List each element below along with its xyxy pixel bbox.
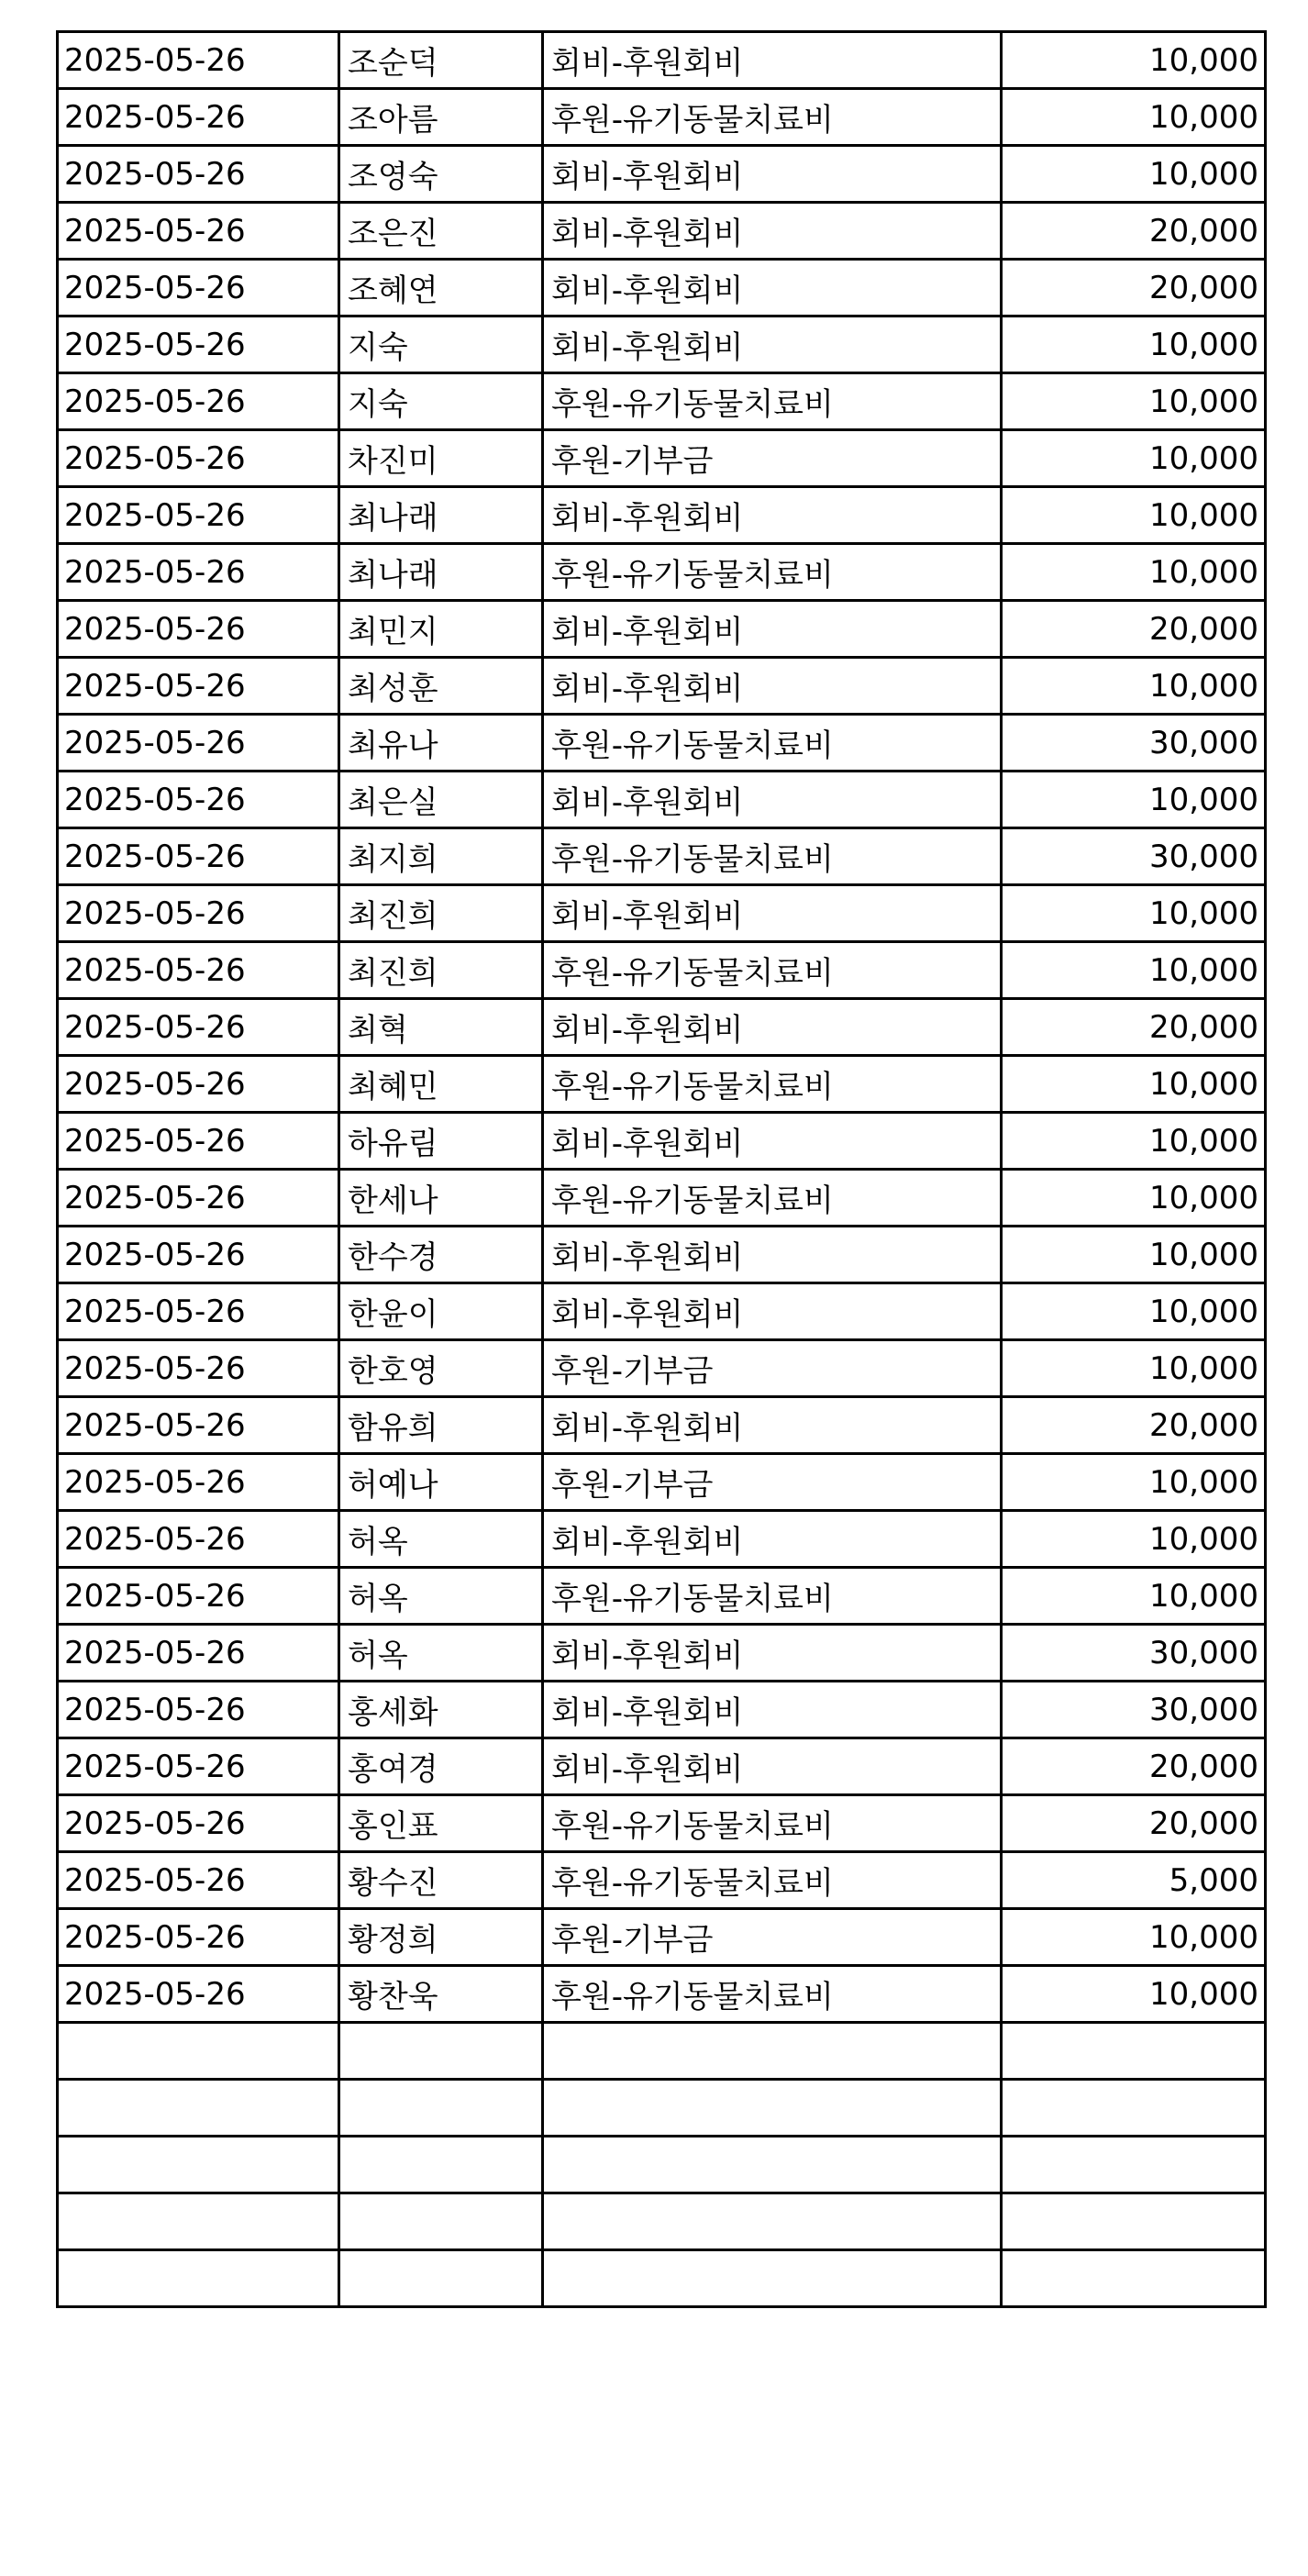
name-cell: 허예나: [339, 1454, 543, 1511]
amount-cell: 10,000: [1002, 1170, 1266, 1227]
date-cell: 2025-05-26: [58, 32, 339, 89]
category-cell: [543, 2137, 1002, 2193]
category-cell: 회비-후원회비: [543, 1227, 1002, 1283]
name-cell: 최혁: [339, 999, 543, 1056]
table-row: [58, 1511, 1266, 1568]
table-row: [58, 430, 1266, 487]
table-row: [58, 1682, 1266, 1738]
date-cell: 2025-05-26: [58, 430, 339, 487]
category-cell: 후원-유기동물치료비: [543, 544, 1002, 601]
date-cell: 2025-05-26: [58, 1227, 339, 1283]
date-cell: 2025-05-26: [58, 1909, 339, 1966]
category-cell: 회비-후원회비: [543, 146, 1002, 203]
name-cell: 홍여경: [339, 1738, 543, 1795]
name-cell: [339, 2250, 543, 2307]
date-cell: 2025-05-26: [58, 1340, 339, 1397]
name-cell: 황찬욱: [339, 1966, 543, 2023]
name-cell: [339, 2193, 543, 2250]
table-row: [58, 1113, 1266, 1170]
table-row: [58, 942, 1266, 999]
amount-cell: [1002, 2193, 1266, 2250]
category-cell: 후원-유기동물치료비: [543, 1852, 1002, 1909]
amount-cell: 10,000: [1002, 430, 1266, 487]
amount-cell: 10,000: [1002, 1454, 1266, 1511]
amount-cell: 20,000: [1002, 1795, 1266, 1852]
date-cell: 2025-05-26: [58, 1966, 339, 2023]
date-cell: 2025-05-26: [58, 373, 339, 430]
table-row: [58, 1340, 1266, 1397]
name-cell: 홍인표: [339, 1795, 543, 1852]
amount-cell: 5,000: [1002, 1852, 1266, 1909]
table-row: [58, 1909, 1266, 1966]
amount-cell: 10,000: [1002, 1340, 1266, 1397]
amount-cell: 10,000: [1002, 1056, 1266, 1113]
category-cell: 후원-기부금: [543, 430, 1002, 487]
category-cell: 후원-유기동물치료비: [543, 1170, 1002, 1227]
table-row: [58, 2023, 1266, 2080]
name-cell: [339, 2137, 543, 2193]
category-cell: 후원-기부금: [543, 1340, 1002, 1397]
date-cell: 2025-05-26: [58, 942, 339, 999]
amount-cell: 10,000: [1002, 146, 1266, 203]
date-cell: 2025-05-26: [58, 885, 339, 942]
table-row: [58, 658, 1266, 715]
table-row: [58, 1568, 1266, 1625]
date-cell: [58, 2137, 339, 2193]
date-cell: 2025-05-26: [58, 1682, 339, 1738]
name-cell: [339, 2023, 543, 2080]
date-cell: 2025-05-26: [58, 1283, 339, 1340]
amount-cell: 30,000: [1002, 1625, 1266, 1682]
date-cell: 2025-05-26: [58, 89, 339, 146]
category-cell: 후원-유기동물치료비: [543, 828, 1002, 885]
name-cell: 하유림: [339, 1113, 543, 1170]
name-cell: 차진미: [339, 430, 543, 487]
category-cell: 후원-유기동물치료비: [543, 373, 1002, 430]
date-cell: 2025-05-26: [58, 1568, 339, 1625]
date-cell: 2025-05-26: [58, 828, 339, 885]
table-row: [58, 146, 1266, 203]
category-cell: 회비-후원회비: [543, 999, 1002, 1056]
name-cell: 조아름: [339, 89, 543, 146]
name-cell: 최성훈: [339, 658, 543, 715]
table-row: [58, 1966, 1266, 2023]
table-row: [58, 1227, 1266, 1283]
category-cell: 회비-후원회비: [543, 1682, 1002, 1738]
name-cell: 조혜연: [339, 260, 543, 316]
category-cell: 회비-후원회비: [543, 772, 1002, 828]
amount-cell: 10,000: [1002, 32, 1266, 89]
date-cell: 2025-05-26: [58, 1738, 339, 1795]
date-cell: 2025-05-26: [58, 260, 339, 316]
date-cell: 2025-05-26: [58, 316, 339, 373]
category-cell: 후원-유기동물치료비: [543, 715, 1002, 772]
name-cell: 허옥: [339, 1511, 543, 1568]
table-row: [58, 544, 1266, 601]
amount-cell: 10,000: [1002, 1966, 1266, 2023]
table-row: [58, 1397, 1266, 1454]
category-cell: 회비-후원회비: [543, 601, 1002, 658]
donation-ledger-table: [56, 30, 1267, 2308]
name-cell: 최은실: [339, 772, 543, 828]
amount-cell: 10,000: [1002, 316, 1266, 373]
table-row: [58, 885, 1266, 942]
name-cell: 지숙: [339, 373, 543, 430]
category-cell: 후원-유기동물치료비: [543, 1966, 1002, 2023]
amount-cell: [1002, 2023, 1266, 2080]
date-cell: [58, 2193, 339, 2250]
category-cell: 후원-유기동물치료비: [543, 1795, 1002, 1852]
amount-cell: [1002, 2250, 1266, 2307]
table-row: [58, 1795, 1266, 1852]
amount-cell: 10,000: [1002, 658, 1266, 715]
name-cell: 최지희: [339, 828, 543, 885]
date-cell: 2025-05-26: [58, 203, 339, 260]
name-cell: 최나래: [339, 544, 543, 601]
category-cell: 회비-후원회비: [543, 1397, 1002, 1454]
table-row: [58, 772, 1266, 828]
table-row: [58, 260, 1266, 316]
name-cell: 최진희: [339, 885, 543, 942]
name-cell: 허옥: [339, 1568, 543, 1625]
name-cell: 지숙: [339, 316, 543, 373]
category-cell: 회비-후원회비: [543, 885, 1002, 942]
table-row: [58, 1454, 1266, 1511]
amount-cell: 10,000: [1002, 942, 1266, 999]
amount-cell: 30,000: [1002, 1682, 1266, 1738]
name-cell: 황정희: [339, 1909, 543, 1966]
name-cell: 최혜민: [339, 1056, 543, 1113]
category-cell: 회비-후원회비: [543, 203, 1002, 260]
date-cell: 2025-05-26: [58, 715, 339, 772]
amount-cell: 30,000: [1002, 715, 1266, 772]
name-cell: 홍세화: [339, 1682, 543, 1738]
name-cell: 한호영: [339, 1340, 543, 1397]
name-cell: [339, 2080, 543, 2137]
table-row: [58, 373, 1266, 430]
date-cell: 2025-05-26: [58, 487, 339, 544]
table-row: [58, 487, 1266, 544]
name-cell: 허옥: [339, 1625, 543, 1682]
date-cell: 2025-05-26: [58, 1056, 339, 1113]
date-cell: 2025-05-26: [58, 544, 339, 601]
amount-cell: 10,000: [1002, 89, 1266, 146]
category-cell: 후원-기부금: [543, 1454, 1002, 1511]
category-cell: 후원-유기동물치료비: [543, 1056, 1002, 1113]
table-row: [58, 1852, 1266, 1909]
amount-cell: 20,000: [1002, 260, 1266, 316]
date-cell: 2025-05-26: [58, 772, 339, 828]
date-cell: 2025-05-26: [58, 146, 339, 203]
name-cell: 함유희: [339, 1397, 543, 1454]
table-row: [58, 316, 1266, 373]
category-cell: 회비-후원회비: [543, 487, 1002, 544]
date-cell: 2025-05-26: [58, 1511, 339, 1568]
category-cell: 회비-후원회비: [543, 260, 1002, 316]
table-row: [58, 1170, 1266, 1227]
table-row: [58, 2080, 1266, 2137]
ledger-body: [58, 32, 1266, 2307]
name-cell: 조순덕: [339, 32, 543, 89]
amount-cell: 20,000: [1002, 999, 1266, 1056]
name-cell: 최진희: [339, 942, 543, 999]
name-cell: 한세나: [339, 1170, 543, 1227]
category-cell: 회비-후원회비: [543, 1283, 1002, 1340]
name-cell: 최민지: [339, 601, 543, 658]
amount-cell: 10,000: [1002, 1283, 1266, 1340]
category-cell: [543, 2080, 1002, 2137]
name-cell: 황수진: [339, 1852, 543, 1909]
table-row: [58, 601, 1266, 658]
category-cell: 회비-후원회비: [543, 1625, 1002, 1682]
date-cell: 2025-05-26: [58, 658, 339, 715]
category-cell: [543, 2023, 1002, 2080]
table-row: [58, 828, 1266, 885]
name-cell: 한수경: [339, 1227, 543, 1283]
category-cell: 회비-후원회비: [543, 1738, 1002, 1795]
date-cell: 2025-05-26: [58, 1625, 339, 1682]
date-cell: 2025-05-26: [58, 1852, 339, 1909]
amount-cell: 10,000: [1002, 1909, 1266, 1966]
amount-cell: 20,000: [1002, 1738, 1266, 1795]
table-row: [58, 1738, 1266, 1795]
date-cell: 2025-05-26: [58, 1397, 339, 1454]
amount-cell: 10,000: [1002, 885, 1266, 942]
category-cell: 후원-유기동물치료비: [543, 1568, 1002, 1625]
amount-cell: 30,000: [1002, 828, 1266, 885]
table-row: [58, 2193, 1266, 2250]
table-row: [58, 89, 1266, 146]
date-cell: [58, 2023, 339, 2080]
amount-cell: 20,000: [1002, 203, 1266, 260]
amount-cell: 10,000: [1002, 1113, 1266, 1170]
amount-cell: 10,000: [1002, 1511, 1266, 1568]
table-row: [58, 1283, 1266, 1340]
date-cell: 2025-05-26: [58, 601, 339, 658]
amount-cell: 10,000: [1002, 487, 1266, 544]
category-cell: 회비-후원회비: [543, 316, 1002, 373]
table-row: [58, 2250, 1266, 2307]
name-cell: 조은진: [339, 203, 543, 260]
name-cell: 한윤이: [339, 1283, 543, 1340]
amount-cell: [1002, 2080, 1266, 2137]
category-cell: 회비-후원회비: [543, 32, 1002, 89]
amount-cell: 20,000: [1002, 601, 1266, 658]
amount-cell: 10,000: [1002, 772, 1266, 828]
amount-cell: 20,000: [1002, 1397, 1266, 1454]
table-row: [58, 203, 1266, 260]
date-cell: 2025-05-26: [58, 1113, 339, 1170]
name-cell: 최나래: [339, 487, 543, 544]
table-row: [58, 715, 1266, 772]
name-cell: 조영숙: [339, 146, 543, 203]
table-row: [58, 2137, 1266, 2193]
category-cell: 후원-유기동물치료비: [543, 89, 1002, 146]
category-cell: 회비-후원회비: [543, 1511, 1002, 1568]
date-cell: [58, 2250, 339, 2307]
category-cell: [543, 2193, 1002, 2250]
category-cell: [543, 2250, 1002, 2307]
table-row: [58, 32, 1266, 89]
amount-cell: 10,000: [1002, 373, 1266, 430]
category-cell: 회비-후원회비: [543, 1113, 1002, 1170]
table-row: [58, 1625, 1266, 1682]
table-row: [58, 1056, 1266, 1113]
date-cell: 2025-05-26: [58, 1795, 339, 1852]
amount-cell: 10,000: [1002, 1568, 1266, 1625]
name-cell: 최유나: [339, 715, 543, 772]
category-cell: 후원-유기동물치료비: [543, 942, 1002, 999]
amount-cell: [1002, 2137, 1266, 2193]
category-cell: 회비-후원회비: [543, 658, 1002, 715]
table-row: [58, 999, 1266, 1056]
date-cell: 2025-05-26: [58, 1170, 339, 1227]
amount-cell: 10,000: [1002, 1227, 1266, 1283]
date-cell: 2025-05-26: [58, 999, 339, 1056]
date-cell: 2025-05-26: [58, 1454, 339, 1511]
category-cell: 후원-기부금: [543, 1909, 1002, 1966]
amount-cell: 10,000: [1002, 544, 1266, 601]
date-cell: [58, 2080, 339, 2137]
